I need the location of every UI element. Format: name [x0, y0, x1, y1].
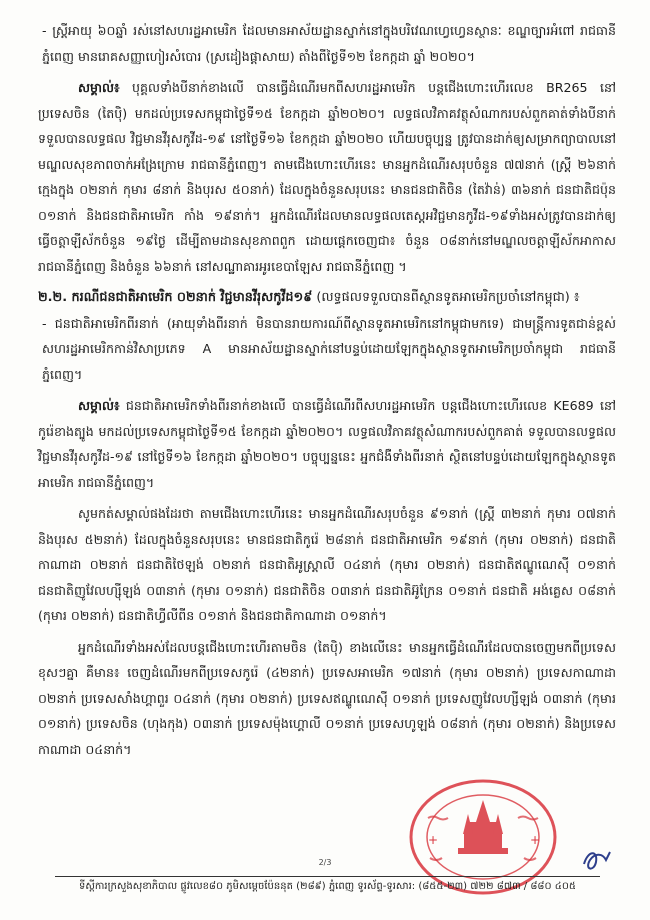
- svg-text:+: +: [530, 833, 541, 847]
- footer-divider: [55, 876, 600, 877]
- footer-address: ទីស្តីការក្រសួងសុខាភិបាល ផ្លូវលេខ៨០ ភូមិសម្តេចប៉ែននុត (២៨៩) ភ្នំពេញ ទូរស័ព្ទ-ទូរសារ: (៨៥៥-២៣) ៧២២ ៨៧៣ / ៨៨០ ៤០៥: [79, 881, 576, 892]
- case-paragraph-us-diplomats: - ជនជាតិអាមេរិកពីរនាក់ (អាយុទាំងពីរនាក់ មិនបានរាយការណ៍ពីស្ថានទូតអាមេរិកនៅកម្ពុជាមកទេ) ជាមន្ត្រីការទូតជាន់ខ្ពស់សហរដ្ឋអាមេរិកកាន់វិសាប្រភេទ A មានអាស័យដ្ឋានស្នាក់នៅបន្ទប់ដោយឡែកក្នុងស្ថានទូតអាមេរិកប្រចាំកម្ពុជា រាជធានីភ្នំពេញ។: [42, 315, 616, 382]
- note-label: សម្គាល់៖: [78, 398, 120, 413]
- note-label: សម្គាល់៖: [78, 80, 120, 95]
- page-number: 2/3: [318, 858, 332, 867]
- departure-countries-paragraph: អ្នកដំណើរទាំងអស់ដែលបន្តជើងហោះហើរតាមចិន (តៃប៉ិ) ខាងលើនេះ មានអ្នកធ្វើដំណើរដែលបានចេញមកពីប្រទេសខុសៗគ្នា គឺមាន៖ ចេញដំណើរមកពីប្រទេសកូរ៉េ (៤២នាក់) ប្រទេសអាមេរិក ១៧នាក់ (កុមារ ០២នាក់) ប្រទេសកាណាដា ០២នាក់ ប្រទេសសាំងហ្គាពួរ ០៤នាក់ (កុមារ ០២នាក់) ប្រទេសឥណ្ឌូណេស៊ី ០១នាក់ ប្រទេសញូវែលហ្សីឡង់ ០៣នាក់ (កុមារ ០១នាក់) ប្រទេសចិន (ហុងកុង) ០៣នាក់ ប្រទេសម៉ុងហ្គោលី ០១នាក់ ប្រទេសហូឡង់ ០៨នាក់ (កុមារ ០២នាក់) និងប្រទេសកាណាដា ០៤នាក់។: [38, 639, 616, 757]
- section-heading-subtitle: (លទ្ធផលទទួលបានពីស្ថានទូតអាមេរិកប្រចាំនៅកម្ពុជា) ៖: [312, 290, 580, 305]
- svg-text:+: +: [428, 833, 439, 847]
- section-heading-title: ២.២. ករណីជនជាតិអាមេរិក ០២នាក់ វិជ្ជមានវីរុសកូវីដ១៩: [38, 290, 313, 305]
- note-text: ជនជាតិអាមេរិកទាំងពីរនាក់ខាងលើ បានធ្វើដំណើរពីសហរដ្ឋអាមេរិក បន្តជើងហោះហើរលេខ KE689 នៅកូរ៉េខាងត្បូង មកដល់ប្រទេសកម្ពុជាថ្ងៃទី១៥ ខែកក្កដា ឆ្នាំ២០២០។ លទ្ធផលវិភាគវត្ថុសំណាករបស់ពួកគាត់ ទទួលបានលទ្ធផល វិជ្ជមានវីរុសកូវីដ-១៩ នៅថ្ងៃទី១៦ ខែកក្កដា ឆ្នាំ២០២០។ បច្ចុប្បន្ននេះ អ្នកជំងឺទាំងពីរនាក់ ស្ថិតនៅបន្ទប់ដោយឡែកក្នុងស្ថានទូតអាមេរិក រាជធានីភ្នំពេញ។: [38, 398, 616, 490]
- note-text: បុគ្គលទាំងបីនាក់ខាងលើ បានធ្វើដំណើរមកពីសហរដ្ឋអាមេរិក បន្តជើងហោះហើរលេខ BR265 នៅប្រទេសចិន (តៃប៉ិ) មកដល់ប្រទេសកម្ពុជាថ្ងៃទី១៥ ខែកក្កដា ឆ្នាំ២០២០។ លទ្ធផលវិភាគវត្ថុសំណាករបស់ពួកគាត់ទាំងបីនាក់ ទទួលបានលទ្ធផល វិជ្ជមានវីរុសកូវីដ-១៩ នៅថ្ងៃទី១៦ ខែកក្កដា ឆ្នាំ២០២០ ហើយបច្ចុប្បន្ន ត្រូវបានដាក់ឲ្យសម្រាកព្យាបាលនៅមណ្ឌលសុខភាពចាក់អង្រែក្រោម រាជធានីភ្នំពេញ។ តាមជើងហោះហើរនេះ មានអ្នកដំណើរសរុបចំនួន ៧៧នាក់ (ស្ត្រី ២៦នាក់ ក្មេងក្នុង ០២នាក់ កុមារ ៨នាក់ និងបុរស ៥០នាក់) ដែលក្នុងចំនួនសរុបនេះ មានជនជាតិចិន (តៃវ៉ាន់) ៣៦នាក់ ជនជាតិជប៉ុន ០១នាក់ និងជនជាតិអាមេរិក កាំង ១៩នាក់។ អ្នកដំណើរដែលមានលទ្ធផលតេស្តអវិជ្ជមានកូវីដ-១៩ទាំងអស់ត្រូវបានដាក់ឲ្យធ្វើចត្តាឡីស័កចំនួន ១៩ថ្ងៃ ដើម្បីតាមដានសុខភាពពួក ដោយផ្ដេកចេញជា៖ ចំនួន ០៨នាក់នៅមណ្ឌលចត្តាឡីស័កអាកាស រាជធានីភ្នំពេញ និងចំនួន ៦៦នាក់ នៅសណ្ឋាគារអូរខេបាឡែស រាជធានីភ្នំពេញ ។: [38, 80, 616, 274]
- note-paragraph-1: [38, 75, 616, 279]
- passenger-breakdown-paragraph: សូមកត់សម្គាល់ផងដែរថា តាមជើងហោះហើរនេះ មានអ្នកដំណើរសរុបចំនួន ៩១នាក់ (ស្ត្រី ៣២នាក់ កុមារ ០៧នាក់ និងបុរស ៥២នាក់) ដែលក្នុងចំនួនសរុបនេះ មានជនជាតិកូរ៉េ ២៨នាក់ ជនជាតិអាមេរិក ១៩នាក់ (កុមារ ០២នាក់) ជនជាតិកាណាដា ០២នាក់ ជនជាតិថៃឡង់ ០២នាក់ ជនជាតិអូស្ត្រាលី ០៤នាក់ (កុមារ ០២នាក់) ជនជាតិឥណ្ឌូណេស៊ី ០១នាក់ ជនជាតិញូវែលហ្ស៊ីឡង់ ០៣នាក់ (កុមារ ០១នាក់) ជនជាតិចិន ០៣នាក់ ជនជាតិអ៊ូក្រែន ០១នាក់ ជនជាតិ អង់គ្លេស ០៨នាក់ (កុមារ ០២នាក់) ជនជាតិហ្វីលីពីន ០១នាក់ និងជនជាតិកាណាដា ០១នាក់។: [38, 506, 616, 623]
- ministry-seal-stamp: [408, 778, 558, 896]
- note-paragraph-2: [38, 393, 616, 495]
- case-paragraph-woman-60: - ស្ត្រីអាយុ ៦០ឆ្នាំ រស់នៅសហរដ្ឋអាមេរិក ដែលមានអាស័យដ្ឋានស្នាក់នៅក្នុងបរិវេណហ្វេហ្វេនស្ថានៈ ខណ្ឌច្បារអំពៅ រាជធានីភ្នំពេញ មានរោគសញ្ញាហៀរសំបោរ (ស្រដៀងផ្តាសាយ) តាំងពីថ្ងៃទី១២ ខែកក្កដា ឆ្នាំ ២០២០។: [42, 23, 616, 64]
- section-heading-2-2: [38, 285, 616, 311]
- document-body: [38, 18, 616, 768]
